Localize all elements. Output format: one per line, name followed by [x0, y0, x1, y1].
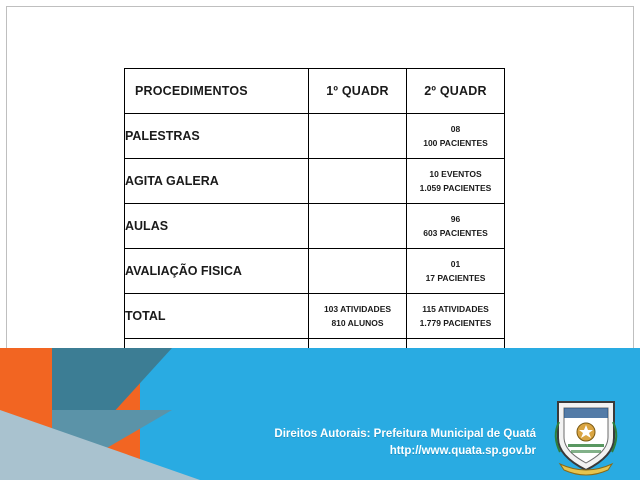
column-header-2q: 2º QUADR	[407, 69, 505, 114]
cell-aulas-2q	[407, 204, 505, 249]
table-row	[125, 294, 505, 339]
copyright-line-1: Direitos Autorais: Prefeitura Municipal de Quatá	[274, 428, 536, 440]
cell-aulas-1q	[309, 204, 407, 249]
value-line: 100 PACIENTES	[423, 138, 488, 148]
cell-agita-galera-2q	[407, 159, 505, 204]
coat-of-arms-icon	[550, 392, 622, 476]
table-row	[125, 249, 505, 294]
cell-palestras-2q	[407, 114, 505, 159]
column-header-1q: 1º QUADR	[309, 69, 407, 114]
value-line: 08	[450, 123, 461, 134]
row-label-agita-galera: AGITA GALERA	[125, 159, 309, 204]
value-line: 1.059 PACIENTES	[419, 183, 492, 193]
cell-palestras-1q	[309, 114, 407, 159]
value-line: 96	[450, 213, 461, 224]
value-line: 17 PACIENTES	[425, 273, 486, 283]
column-header-procedimentos: PROCEDIMENTOS	[125, 69, 309, 114]
cell-avaliacao-fisica-1q	[309, 249, 407, 294]
cell-total-1q	[309, 294, 407, 339]
value-line: 115 ATIVIDADES	[422, 303, 489, 314]
band-grey-triangle	[0, 410, 200, 480]
row-label-aulas: AULAS	[125, 204, 309, 249]
cell-total-2q	[407, 294, 505, 339]
table-header-row	[125, 69, 505, 114]
procedures-table-container	[124, 68, 504, 370]
value-line: 810 ALUNOS	[331, 318, 384, 328]
table-row	[125, 159, 505, 204]
value-line: 1.779 PACIENTES	[419, 318, 492, 328]
value-line: 10 EVENTOS	[429, 168, 482, 179]
value-line: 603 PACIENTES	[423, 228, 488, 238]
copyright-url: http://www.quata.sp.gov.br	[389, 444, 536, 457]
cell-agita-galera-1q	[309, 159, 407, 204]
value-line: 103 ATIVIDADES	[323, 303, 392, 314]
value-line: 01	[450, 258, 461, 269]
row-label-palestras: PALESTRAS	[125, 114, 309, 159]
footer-decorative-band	[0, 348, 640, 480]
cell-avaliacao-fisica-2q	[407, 249, 505, 294]
copyright-text	[274, 426, 536, 459]
row-label-avaliacao-fisica: AVALIAÇÃO FISICA	[125, 249, 309, 294]
table-row	[125, 204, 505, 249]
row-label-total: TOTAL	[125, 294, 309, 339]
slide-content-area	[14, 14, 626, 344]
table-row	[125, 114, 505, 159]
procedures-table	[124, 68, 505, 370]
